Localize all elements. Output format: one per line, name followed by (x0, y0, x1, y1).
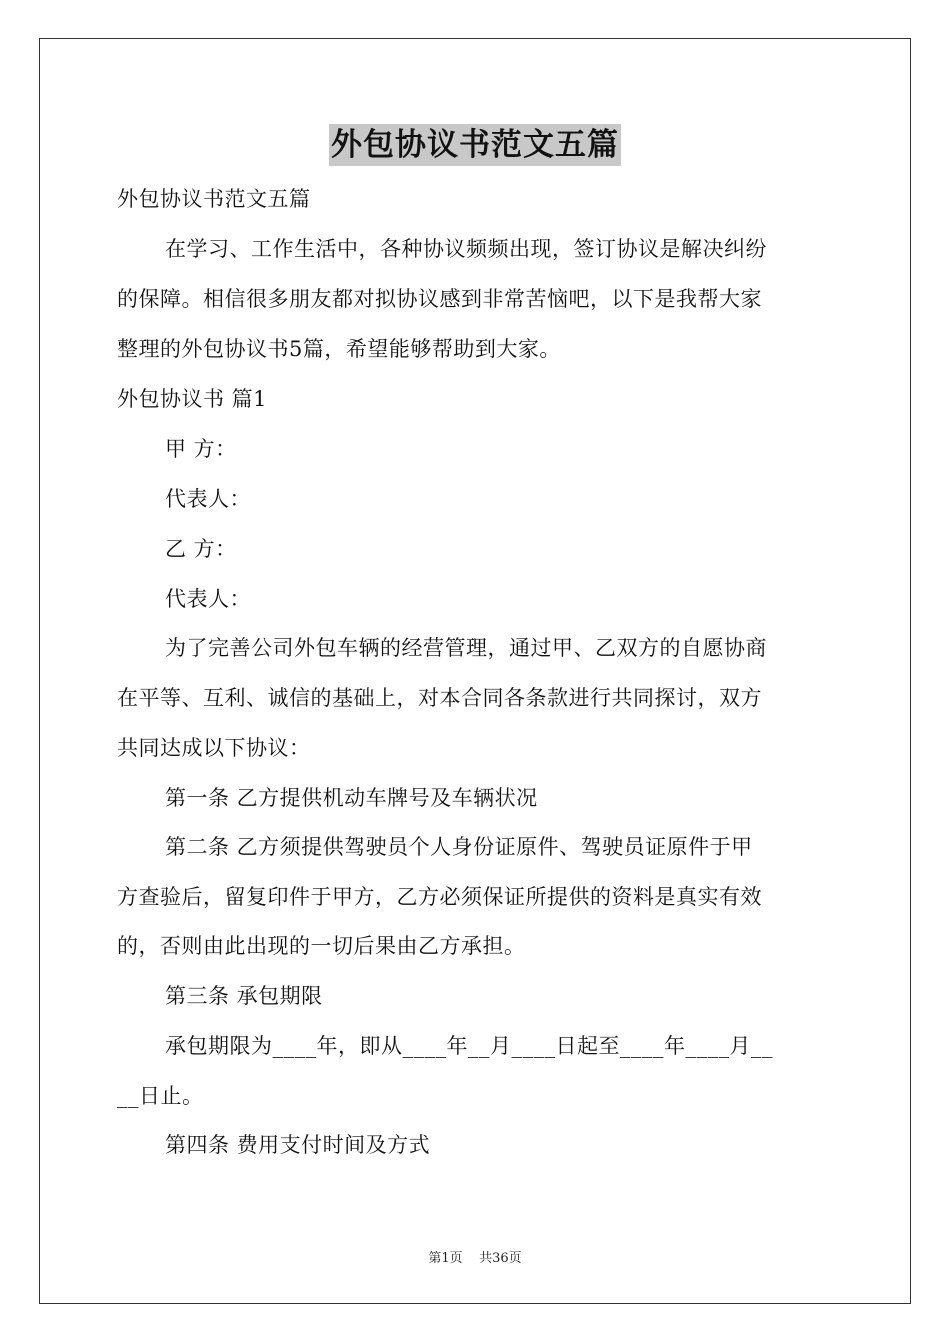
article-line: 第三条 承包期限 (165, 984, 323, 1008)
title-wrap (0, 124, 950, 166)
paragraph-line: 的，否则由此出现的一切后果由乙方承担。 (117, 934, 526, 958)
article-line: 第一条 乙方提供机动车牌号及车辆状况 (165, 786, 538, 810)
section-heading: 外包协议书 篇1 (117, 387, 268, 411)
paragraph-line: 承包期限为____年，即从____年__月____日起至____年____月__ (165, 1034, 773, 1058)
party-a-label: 甲 方： (165, 437, 237, 461)
paragraph-line: 为了完善公司外包车辆的经营管理，通过甲、乙双方的自愿协商 (165, 636, 767, 660)
subtitle-line: 外包协议书范文五篇 (117, 187, 311, 211)
document-title: 外包协议书范文五篇 (329, 124, 621, 166)
paragraph-line: 整理的外包协议书5篇，希望能够帮助到大家。 (117, 337, 561, 361)
representative-label: 代表人： (165, 487, 251, 511)
page-border (39, 38, 911, 1304)
representative-label: 代表人： (165, 587, 251, 611)
paragraph-line: 的保障。相信很多朋友都对拟协议感到非常苦恼吧，以下是我帮大家 (117, 287, 762, 311)
page-footer: 第1页 共36页 (428, 1251, 522, 1266)
paragraph-line: 共同达成以下协议： (117, 736, 311, 760)
article-line: 第二条 乙方须提供驾驶员个人身份证原件、驾驶员证原件于甲 (165, 835, 753, 859)
article-line: 第四条 费用支付时间及方式 (165, 1133, 431, 1157)
paragraph-line: __日止。 (117, 1084, 204, 1108)
paragraph-line: 在平等、互利、诚信的基础上，对本合同各条款进行共同探讨，双方 (117, 686, 762, 710)
party-b-label: 乙 方： (165, 537, 237, 561)
paragraph-line: 方查验后，留复印件于甲方，乙方必须保证所提供的资料是真实有效 (117, 885, 762, 909)
paragraph-line: 在学习、工作生活中，各种协议频频出现，签订协议是解决纠纷 (165, 237, 767, 261)
